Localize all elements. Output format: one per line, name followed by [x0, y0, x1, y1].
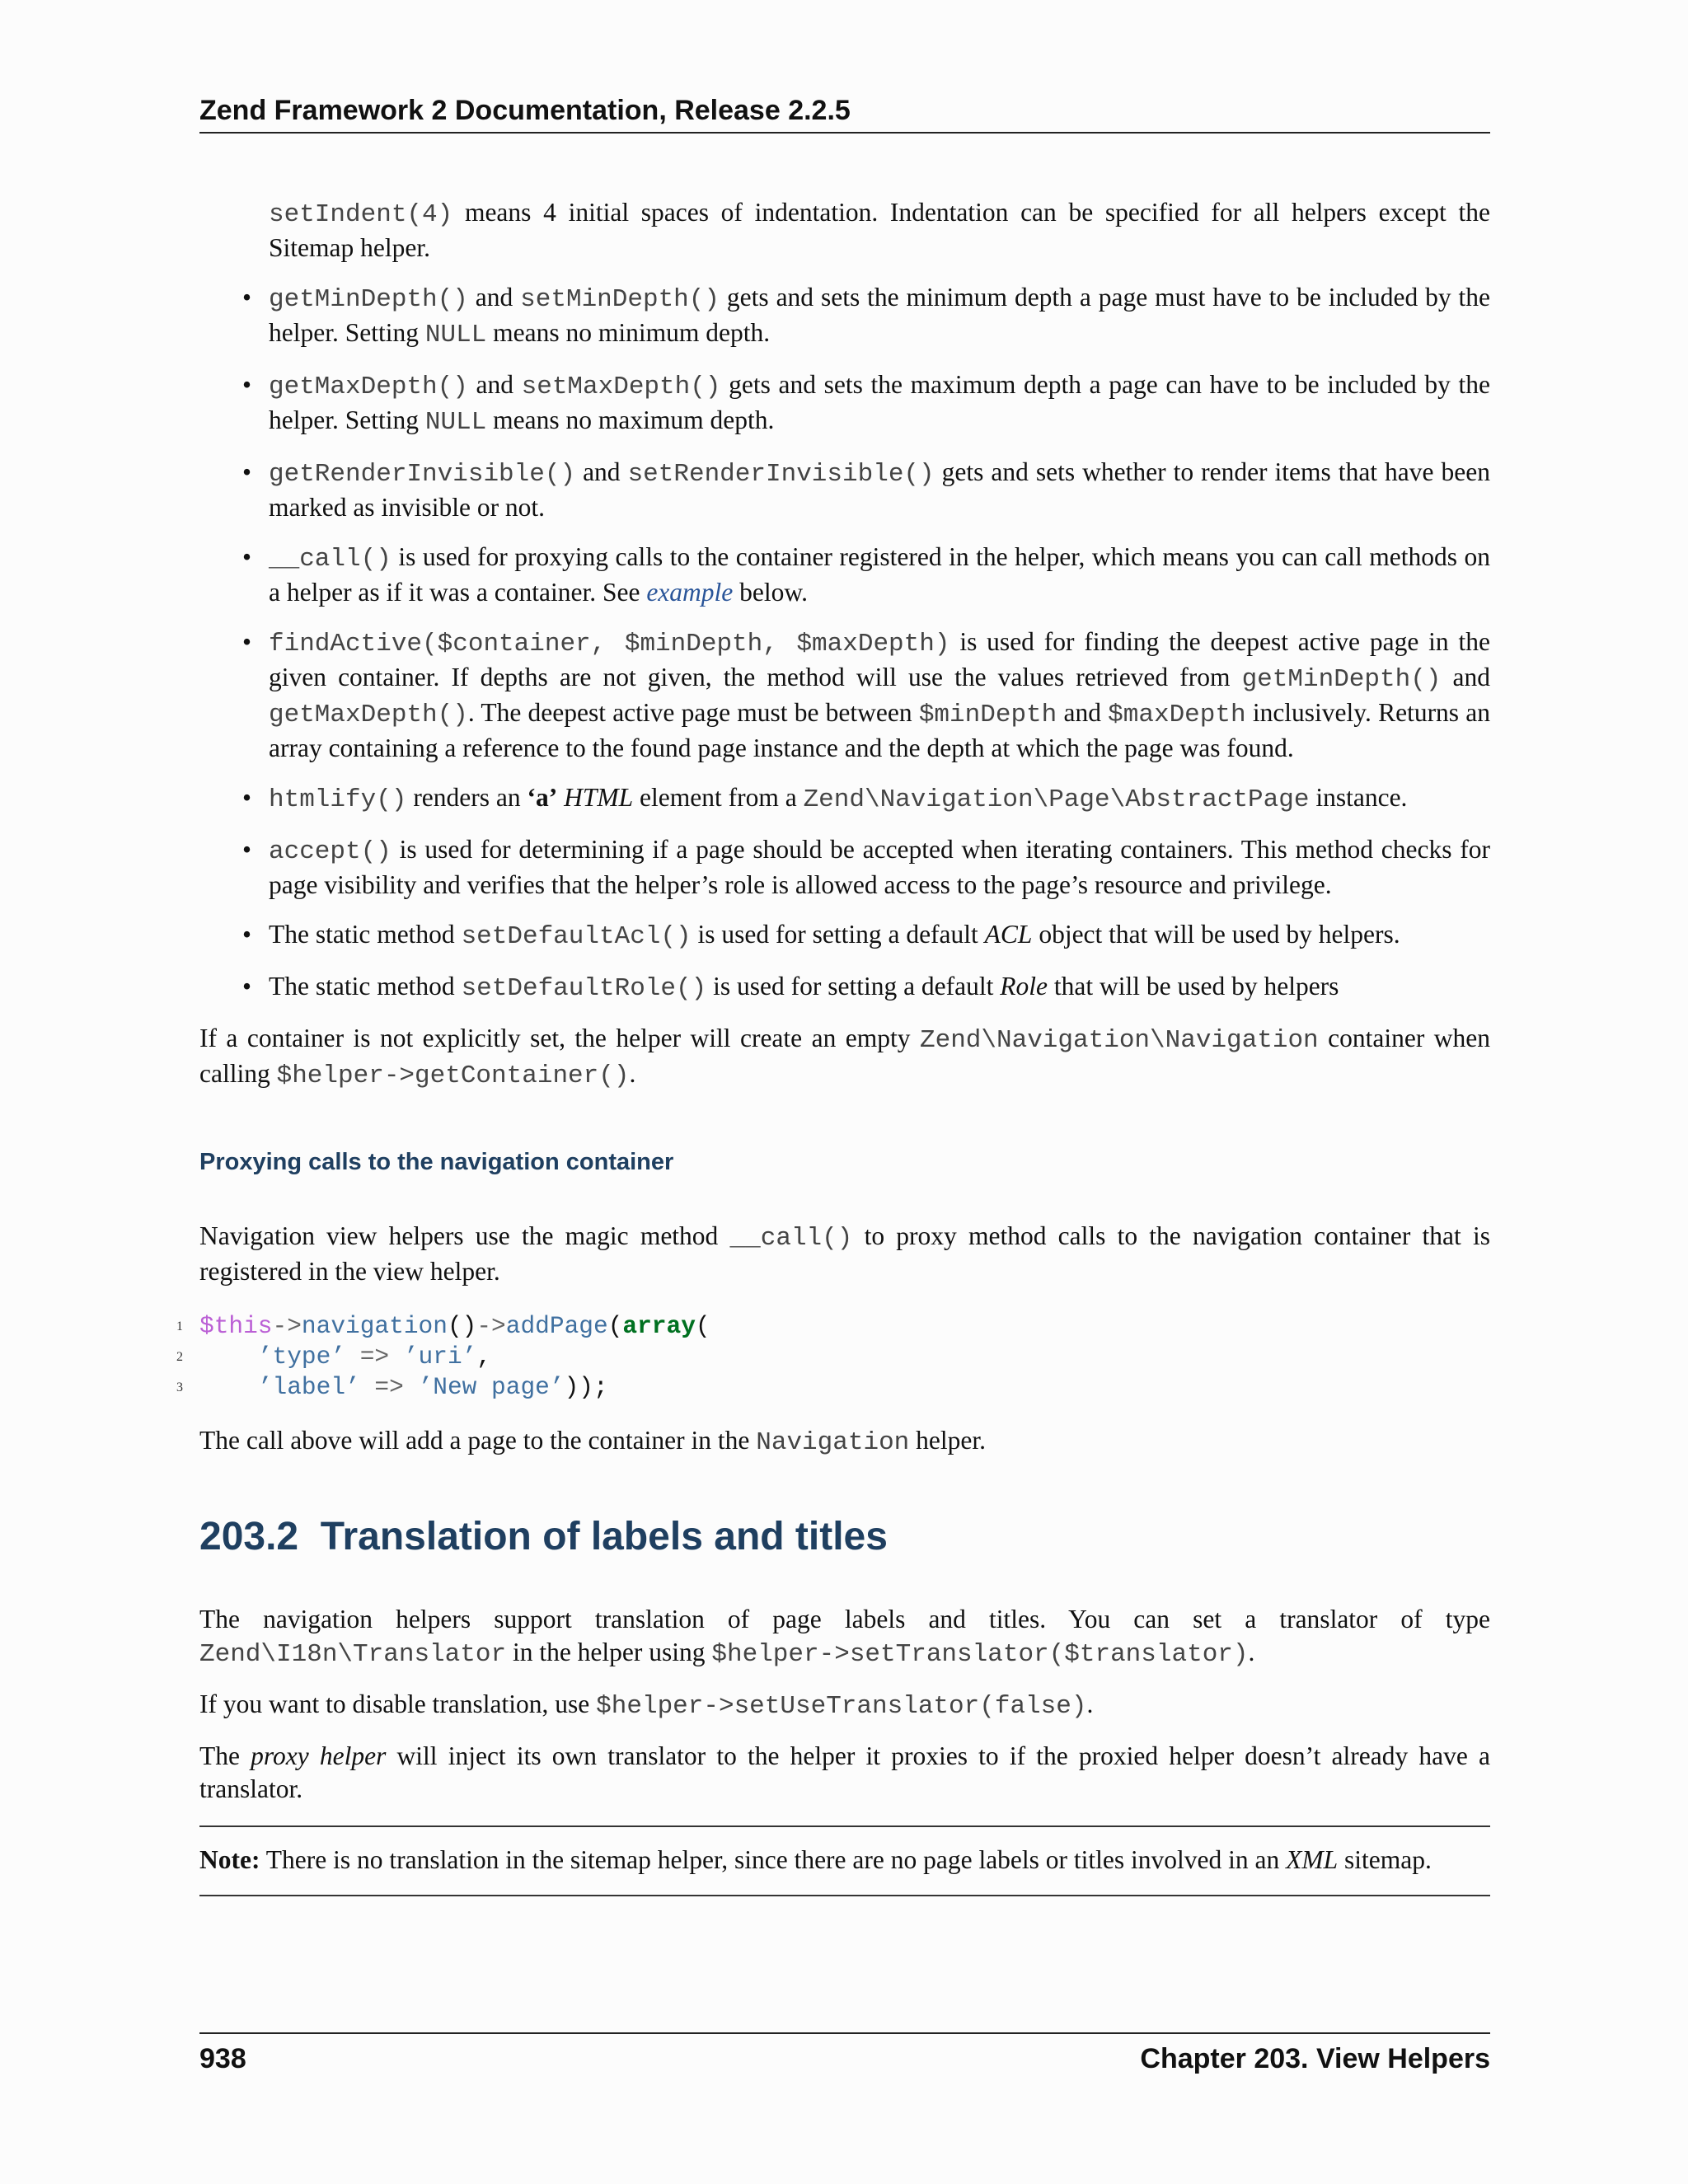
line-number: 3	[176, 1380, 183, 1394]
translation-paragraph-3: The proxy helper will inject its own translator to the helper it proxies to if the proxied helper doesn’t already have a translator.	[199, 1741, 1490, 1803]
section-number: 203.2	[199, 1515, 299, 1558]
set-indent-paragraph: setIndent(4) means 4 initial spaces of indentation. Indentation can be specified for all helpers except the Sitemap helper.	[269, 198, 1490, 262]
list-item-render-invisible: • getRenderInvisible() and setRenderInvisible() gets and sets whether to render items that have been marked as invisible or not.	[242, 457, 1490, 522]
list-item-default-acl: • The static method setDefaultAcl() is used for setting a default ACL object that will be used by helpers.	[242, 920, 1400, 951]
list-item-default-role: • The static method setDefaultRole() is used for setting a default Role that will be used by helpers	[242, 972, 1339, 1003]
example-link[interactable]: example	[646, 578, 734, 607]
chapter-title: Chapter 203. View Helpers	[1140, 2043, 1490, 2074]
page-body	[176, 196, 1491, 1896]
container-paragraph: If a container is not explicitly set, the helper will create an empty Zend\Navigation\Navigation container when calling $helper->getContainer().	[199, 1024, 1490, 1090]
running-header	[199, 91, 1490, 134]
header-title: Zend Framework 2 Documentation, Release 2.2.5	[199, 95, 851, 126]
translation-paragraph-2: If you want to disable translation, use $helper->setUseTranslator(false).	[199, 1690, 1094, 1721]
note-box: Note: There is no translation in the sitemap helper, since there are no page labels or titles involved in an XML sitemap.	[199, 1825, 1490, 1896]
proxy-paragraph: Navigation view helpers use the magic method __call() to proxy method calls to the navigation container that is registered in the view helper.	[199, 1221, 1490, 1286]
line-number: 1	[176, 1319, 183, 1333]
list-item-min-depth: • getMinDepth() and setMinDepth() gets and sets the minimum depth a page must have to be included by the helper. Setting NULL means no minimum depth.	[242, 283, 1491, 349]
running-footer	[199, 2032, 1490, 2079]
code-line: 3 ’label’ => ’New page’));	[199, 1372, 1490, 1403]
list-item-max-depth: • getMaxDepth() and setMaxDepth() gets and sets the maximum depth a page can have to be included by the helper. Setting NULL means no maximum depth.	[242, 370, 1490, 437]
call-paragraph: The call above will add a page to the container in the Navigation helper.	[199, 1426, 986, 1457]
line-number: 2	[176, 1350, 183, 1364]
translation-paragraph-1: The navigation helpers support translation of page labels and titles. You can set a translator of type Zend\I18n\Translator in the helper using $helper->setTranslator($translator).	[199, 1605, 1490, 1669]
code-block	[176, 1311, 1490, 1403]
proxy-heading: Proxying calls to the navigation container	[199, 1149, 674, 1175]
list-item-accept: • accept() is used for determining if a page should be accepted when iterating containers. This method checks for page visibility and verifies that the helper’s role is allowed access to the page’s resource and privilege.	[242, 835, 1490, 899]
note-label: Note:	[199, 1845, 260, 1874]
page-number: 938	[199, 2043, 246, 2074]
method-list	[199, 281, 1490, 1005]
list-item-htmlify: • htmlify() renders an ‘a’ HTML element from a Zend\Navigation\Page\AbstractPage instance.	[242, 783, 1408, 814]
section-heading	[199, 1514, 1490, 1560]
list-item-call: • __call() is used for proxying calls to the container registered in the helper, which means you can call methods on a helper as if it was a container. See example below.	[242, 542, 1490, 607]
list-item-find-active: • findActive($container, $minDepth, $maxDepth) is used for finding the deepest active page in the given container. If depths are not given, the method will use the values retrieved from getMinDepth() and getMaxDepth(). The deepest active page must be between $minDepth and $maxDepth inclusively. Returns an array containing a reference to the found page instance and the depth at which the page was found.	[242, 627, 1491, 762]
code-line: 2 ’type’ => ’uri’,	[199, 1342, 1490, 1372]
code-line: 1 $this->navigation()->addPage(array(	[199, 1311, 1490, 1342]
section-title: Translation of labels and titles	[320, 1515, 888, 1558]
